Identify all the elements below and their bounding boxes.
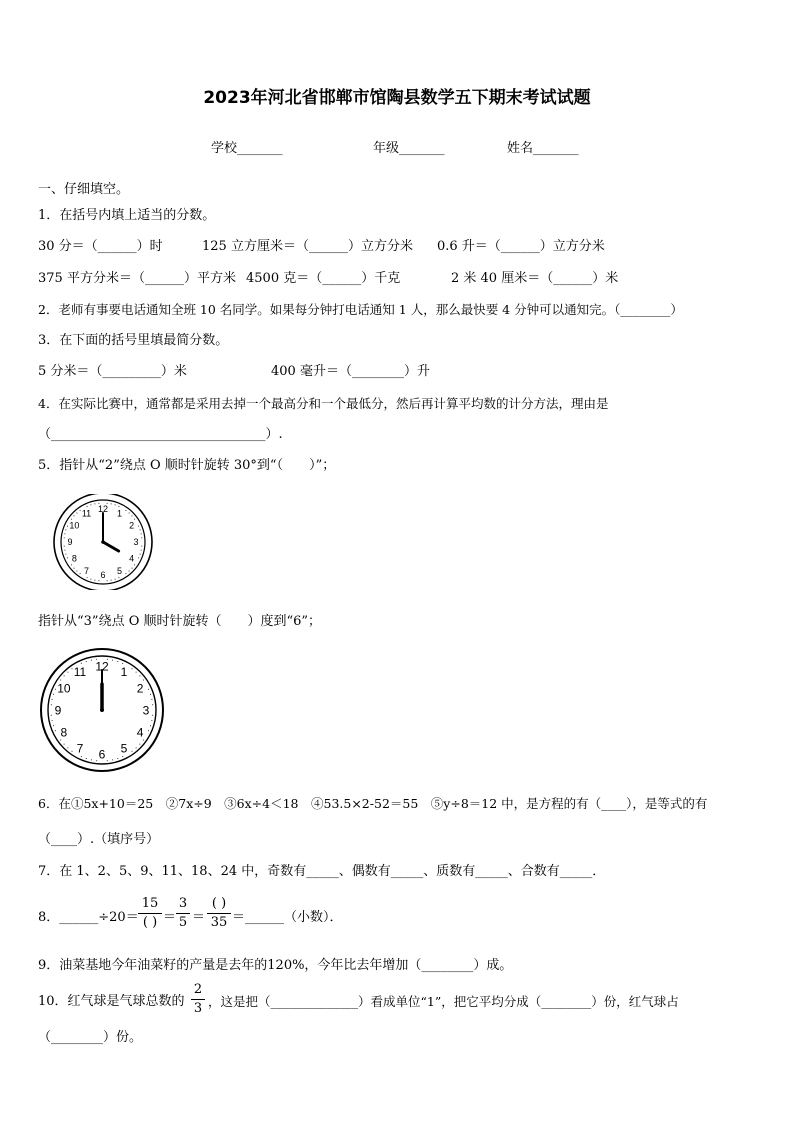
clock-minute-tick	[90, 579, 91, 580]
q1-item: 375 平方分米＝（______）平方米	[38, 271, 236, 286]
clock-minute-tick	[139, 744, 140, 745]
clock-number: 12	[95, 659, 109, 674]
clock-minute-tick	[138, 557, 139, 558]
clock-minute-tick	[52, 720, 53, 721]
clock-number: 4	[136, 725, 144, 740]
clock-minute-tick	[143, 680, 144, 681]
clock-minute-tick	[117, 661, 118, 662]
clock-minute-tick	[112, 759, 113, 760]
question-10-suffix: ，这是把（______________）看成单位“1”，把它平均分成（________）份，红气球占	[208, 994, 679, 1009]
clock-minute-tick	[112, 660, 113, 661]
clock-minute-tick	[94, 503, 95, 504]
clock-number: 2	[129, 520, 135, 531]
clock-minute-tick	[51, 715, 52, 716]
clock-minute-tick	[52, 699, 53, 700]
section-heading: 一、仔细填空。	[38, 182, 130, 197]
clock-minute-tick	[111, 580, 112, 581]
clock-number: 6	[100, 570, 106, 581]
clock-minute-tick	[141, 533, 142, 534]
clock-minute-tick	[134, 519, 135, 520]
clock-minute-tick	[150, 725, 151, 726]
clock-minute-tick	[151, 699, 152, 700]
page-title: 2023年河北省邯郸市馆陶县数学五下期末考试试题	[203, 88, 591, 108]
question-10-answer: （________）份。	[38, 1030, 143, 1045]
question-4-answer: （_________________________________）.	[38, 427, 283, 442]
clock-minute-tick	[129, 571, 130, 572]
clock-number: 10	[57, 681, 71, 696]
fraction-blank-over-35	[207, 896, 231, 931]
numerator: 3	[178, 896, 188, 911]
clock-minute-tick	[51, 704, 52, 705]
clock-minute-tick	[115, 579, 116, 580]
clock-minute-tick	[72, 668, 73, 669]
clock-minute-tick	[74, 568, 75, 569]
clock-minute-tick	[132, 568, 133, 569]
question-4: 4．在实际比赛中，通常都是采用去掉一个最高分和一个最低分，然后再计算平均数的计分方法，理由是	[38, 396, 609, 411]
clock-minute-tick	[80, 573, 81, 574]
clock-minute-tick	[132, 751, 133, 752]
question-6-answer: （____）.（填序号）	[38, 832, 160, 847]
clock-number: 7	[83, 565, 90, 576]
clock-minute-tick	[91, 660, 92, 661]
clock-number: 5	[116, 565, 123, 576]
clock-minute-tick	[76, 513, 77, 514]
clock-minute-tick	[98, 503, 99, 504]
clock-number: 2	[136, 681, 144, 696]
clock-minute-tick	[134, 564, 135, 565]
clock-minute-tick	[143, 740, 144, 741]
clock-minute-tick	[80, 510, 81, 511]
numerator: 15	[141, 896, 159, 911]
clock-minute-tick	[91, 759, 92, 760]
question-8-prefix: 8．______÷20＝	[38, 910, 139, 925]
clock-minute-tick	[76, 571, 77, 572]
clock-minute-tick	[148, 730, 149, 731]
question-7: 7．在 1、2、5、9、11、18、24 中，奇数有_____、偶数有_____、质数有_____、合数有_____．	[38, 864, 606, 879]
fraction-3-over-5	[176, 896, 190, 931]
clock-number: 7	[76, 741, 84, 756]
clock-minute-tick	[107, 760, 108, 761]
clock-minute-tick	[107, 659, 108, 660]
clock-minute-tick	[90, 504, 91, 505]
clock-minute-tick	[87, 577, 88, 578]
grade-field[interactable]: 年级_______	[373, 141, 445, 156]
clock-minute-tick	[125, 573, 126, 574]
clock-number: 1	[120, 665, 128, 680]
clock-number: 4	[129, 553, 135, 564]
q3-item: 400 毫升＝（________）升	[271, 364, 430, 379]
clock-minute-tick	[140, 554, 141, 555]
clock-minute-tick	[64, 546, 65, 547]
clock-minute-tick	[139, 675, 140, 676]
denominator: 3	[193, 1001, 203, 1016]
clock-minute-tick	[72, 751, 73, 752]
clock-minute-tick	[98, 580, 99, 581]
clock-minute-tick	[148, 689, 149, 690]
clock-minute-tick	[65, 554, 66, 555]
q1-item: 125 立方厘米＝（______）立方分米	[202, 239, 413, 254]
clock-minute-tick	[115, 504, 116, 505]
clock-minute-tick	[118, 577, 119, 578]
clock-minute-tick	[122, 663, 123, 664]
clock-number: 11	[73, 665, 87, 680]
clock-minute-tick	[152, 704, 153, 705]
clock-minute-tick	[129, 513, 130, 514]
clock-number: 5	[120, 741, 128, 756]
clock-minute-tick	[96, 760, 97, 761]
equals-sign: ＝	[163, 910, 177, 925]
clock-minute-tick	[64, 537, 65, 538]
clock-minute-tick	[94, 580, 95, 581]
q1-item: 2 米 40 厘米＝（______）米	[451, 271, 619, 286]
clock-minute-tick	[71, 564, 72, 565]
clock-number: 3	[142, 703, 150, 718]
q1-item: 30 分＝（______）时	[38, 239, 163, 254]
clock-minute-tick	[67, 672, 68, 673]
clock-1	[52, 494, 158, 590]
clock-minute-tick	[65, 529, 66, 530]
question-5a: 5．指针从“2”绕点 O 顺时针旋转 30°到“（ ）”；	[38, 458, 336, 473]
clock-minute-tick	[117, 758, 118, 759]
clock-number: 9	[54, 703, 62, 718]
clock-minute-tick	[125, 510, 126, 511]
question-9: 9．油菜基地今年油菜籽的产量是去年的120%，今年比去年增加（________）成。	[38, 958, 513, 973]
clock-number: 3	[133, 537, 139, 548]
fraction-15-over-blank	[138, 896, 162, 931]
question-3: 3．在下面的括号里填最简分数。	[38, 333, 229, 348]
q3-item: 5 分米＝（_________）米	[38, 364, 187, 379]
clock-1-center	[101, 540, 105, 544]
clock-number: 6	[98, 747, 106, 762]
denominator: 5	[178, 915, 188, 930]
clock-minute-tick	[141, 537, 142, 538]
clock-minute-tick	[74, 515, 75, 516]
clock-number: 10	[69, 520, 80, 531]
q1-item: 4500 克＝（______）千克	[246, 271, 401, 286]
clock-minute-tick	[81, 663, 82, 664]
equals-sign: ＝	[192, 910, 206, 925]
clock-minute-tick	[64, 533, 65, 534]
numerator: ( )	[211, 896, 227, 911]
clock-minute-tick	[55, 730, 56, 731]
fraction-2-over-3	[191, 982, 205, 1017]
clock-minute-tick	[136, 672, 137, 673]
clock-minute-tick	[132, 668, 133, 669]
clock-minute-tick	[81, 756, 82, 757]
clock-minute-tick	[152, 715, 153, 716]
clock-minute-tick	[64, 675, 65, 676]
clock-minute-tick	[118, 506, 119, 507]
clock-minute-tick	[67, 526, 68, 527]
denominator: ( )	[142, 915, 158, 930]
clock-minute-tick	[138, 526, 139, 527]
numerator: 2	[193, 982, 203, 997]
clock-2-center	[100, 708, 104, 712]
clock-2	[38, 646, 166, 774]
question-6: 6．在①5x+10＝25 ②7x÷9 ③6x÷4＜18 ④53.5×2-52＝55 ⑤y÷8＝12 中，是方程的有（____），是等式的有	[38, 796, 708, 811]
question-8-suffix: ＝______（小数）．	[232, 910, 343, 925]
question-5b: 指针从“3”绕点 O 顺时针旋转（ ）度到“6”；	[38, 614, 322, 629]
clock-minute-tick	[86, 661, 87, 662]
clock-minute-tick	[141, 546, 142, 547]
clock-minute-tick	[71, 519, 72, 520]
clock-minute-tick	[132, 515, 133, 516]
clock-minute-tick	[107, 580, 108, 581]
school-field[interactable]: 学校_______	[211, 141, 283, 156]
clock-minute-tick	[55, 689, 56, 690]
clock-minute-tick	[87, 506, 88, 507]
clock-minute-tick	[141, 550, 142, 551]
clock-minute-tick	[140, 529, 141, 530]
clock-minute-tick	[107, 503, 108, 504]
clock-minute-tick	[86, 758, 87, 759]
clock-minute-tick	[150, 694, 151, 695]
clock-minute-tick	[151, 720, 152, 721]
clock-minute-tick	[96, 659, 97, 660]
clock-number: 9	[67, 537, 73, 548]
name-field[interactable]: 姓名_______	[507, 141, 579, 156]
clock-minute-tick	[67, 747, 68, 748]
clock-minute-tick	[60, 740, 61, 741]
clock-number: 8	[60, 725, 68, 740]
clock-number: 11	[81, 508, 92, 519]
clock-minute-tick	[122, 756, 123, 757]
question-1: 1．在括号内填上适当的分数。	[38, 208, 216, 223]
clock-minute-tick	[64, 550, 65, 551]
question-10-prefix: 10．红气球是气球总数的	[38, 994, 185, 1009]
clock-minute-tick	[67, 557, 68, 558]
question-2: 2．老师有事要电话通知全班 10 名同学。如果每分钟打电话通知 1 人，那么最快要 4 分钟可以通知完。（________）	[38, 302, 683, 317]
clock-minute-tick	[136, 747, 137, 748]
denominator: 35	[210, 915, 228, 930]
clock-number: 12	[97, 504, 109, 515]
clock-minute-tick	[53, 694, 54, 695]
clock-number: 1	[116, 508, 123, 519]
clock-minute-tick	[111, 503, 112, 504]
clock-number: 8	[71, 553, 77, 564]
clock-minute-tick	[64, 744, 65, 745]
clock-minute-tick	[53, 725, 54, 726]
clock-minute-tick	[60, 680, 61, 681]
q1-item: 0.6 升＝（______）立方分米	[437, 239, 605, 254]
